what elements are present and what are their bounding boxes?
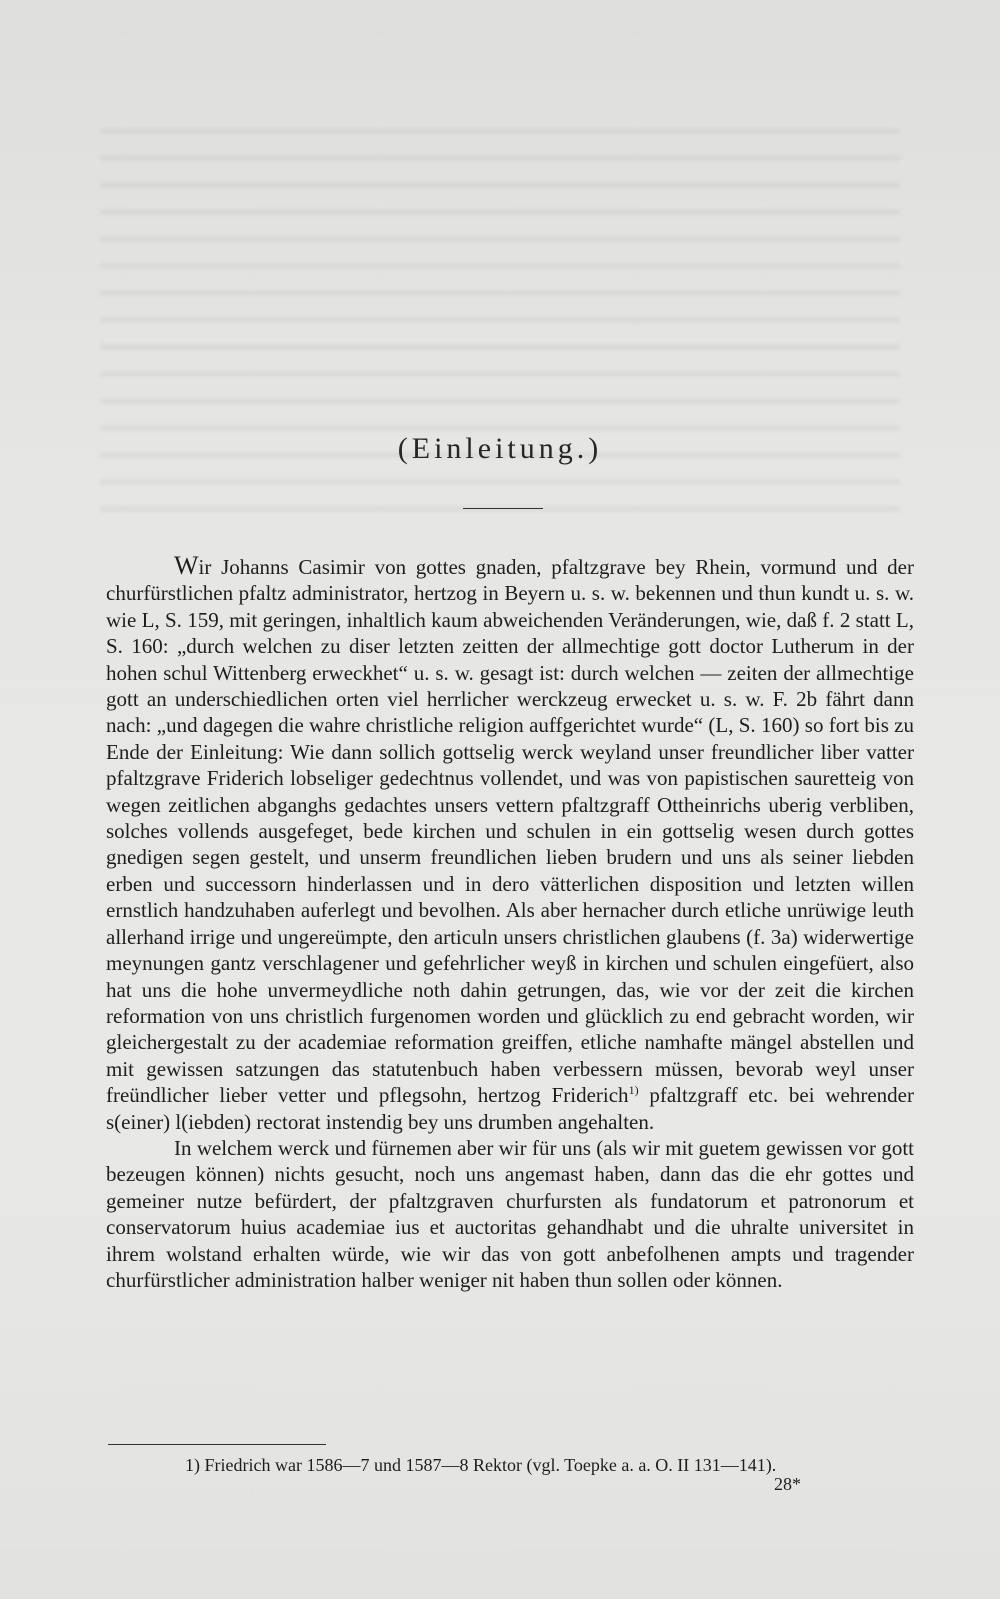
paragraph-1-tail: pfaltzgraff etc. bei wehrender s(einer) l(iebden) rectorat instendig bey uns drumben angehalten. [106, 1083, 914, 1134]
paragraph-2 [106, 1135, 914, 1293]
footnote-separator [108, 1444, 326, 1445]
section-heading: (Einleitung.) [397, 432, 603, 465]
paragraph-1 [106, 553, 914, 1135]
paragraph-2-text: In welchem werck und fürnemen aber wir für uns (als wir mit guetem gewissen vor gott bezeugen können) nichts gesucht, noch uns angemast haben, dann das die ehr gottes und gemeiner nutze befürdert, der pfaltzgraven churfursten als fundatorum et patronorum et conservatorum huius academiae ius et auctoritas gehandhabt und die uhralte universitet in ihrem wolstand erhalten würde, wie wir das von gott anbefolhenen ampts und tragender churfürstlicher administration halber weniger nit haben thun sollen oder können. [106, 1135, 914, 1292]
footnote-marker: 1) [628, 1083, 639, 1098]
drop-initial: W [174, 551, 199, 580]
signature-mark: 28* [774, 1474, 801, 1494]
paragraph-1-text: ir Johanns Casimir von gottes gnaden, pfaltzgrave bey Rhein, vormund und der churfürstlichen pfaltz administrator, hertzog in Beyern u. s. w. bekennen und thun kundt u. s. w. wie L, S. 159, mit geringen, inhaltlich kaum abweichenden Veränderungen, wie, daß f. 2 statt L, S. 160: „durch welchen zu diser letzten zeitten der allmechtige gott doctor Lutherum in der hohen schul Wittenberg erweckhet“ u. s. w. gesagt ist: durch welchen — zeiten der allmechtige gott an underschiedlichen orten viel herrlicher werckzeug erwecket u. s. w. F. 2b fährt dann nach: „und dagegen die wahre christliche religion auffgerichtet wurde“ (L, S. 160) so fort bis zu Ende der Einleitung: Wie dann sollich gottselig werck weyland unser freundlicher liber vatter pfaltzgrave Friderich lobseliger gedechtnus vollendet, und was von papistischen sauretteig von wegen zeitlichen abganghs gedachtes unsers vettern pfaltzgraff Ottheinrichs uberig verbliben, solches vollends ausgefeget, bede kirchen und schulen in ein gottselig wesen durch gottes gnedigen segen gestelt, und unserm freundlichen lieben brudern und uns als seiner liebden erben und successorn hinderlassen und in dero vätterlichen disposition und letzten willen ernstlich handzuhaben auferlegt und bevolhen. Als aber hernacher durch etliche unrüwige leuth allerhand irrige und ungereümpte, den articuln unsers christlichen glaubens (f. 3a) widerwertige meynungen gantz verschlagener und gefehrlicher weyß in kirchen und schulen eingefüert, also hat uns die hohe unvermeydliche noth dahin getrungen, das, wie vor der zeit die kirchen reformation von uns christlich furgenomen worden und glücklich zu end gebracht worden, wir gleichergestalt zu der academiae reformation greiffen, etliche namhafte mängel abstellen und mit gewissen satzungen das statutenbuch haben verbessern müssen, bevorab weyl unser freündlicher lieber vetter und pflegsohn, hertzog Friderich [106, 555, 914, 1108]
body-text [106, 553, 914, 1293]
footnote: 1) Friedrich war 1586—7 und 1587—8 Rektor (vgl. Toepke a. a. O. II 131—141). [185, 1455, 777, 1475]
heading-rule [463, 508, 543, 509]
bleed-through-shadow [100, 110, 900, 530]
